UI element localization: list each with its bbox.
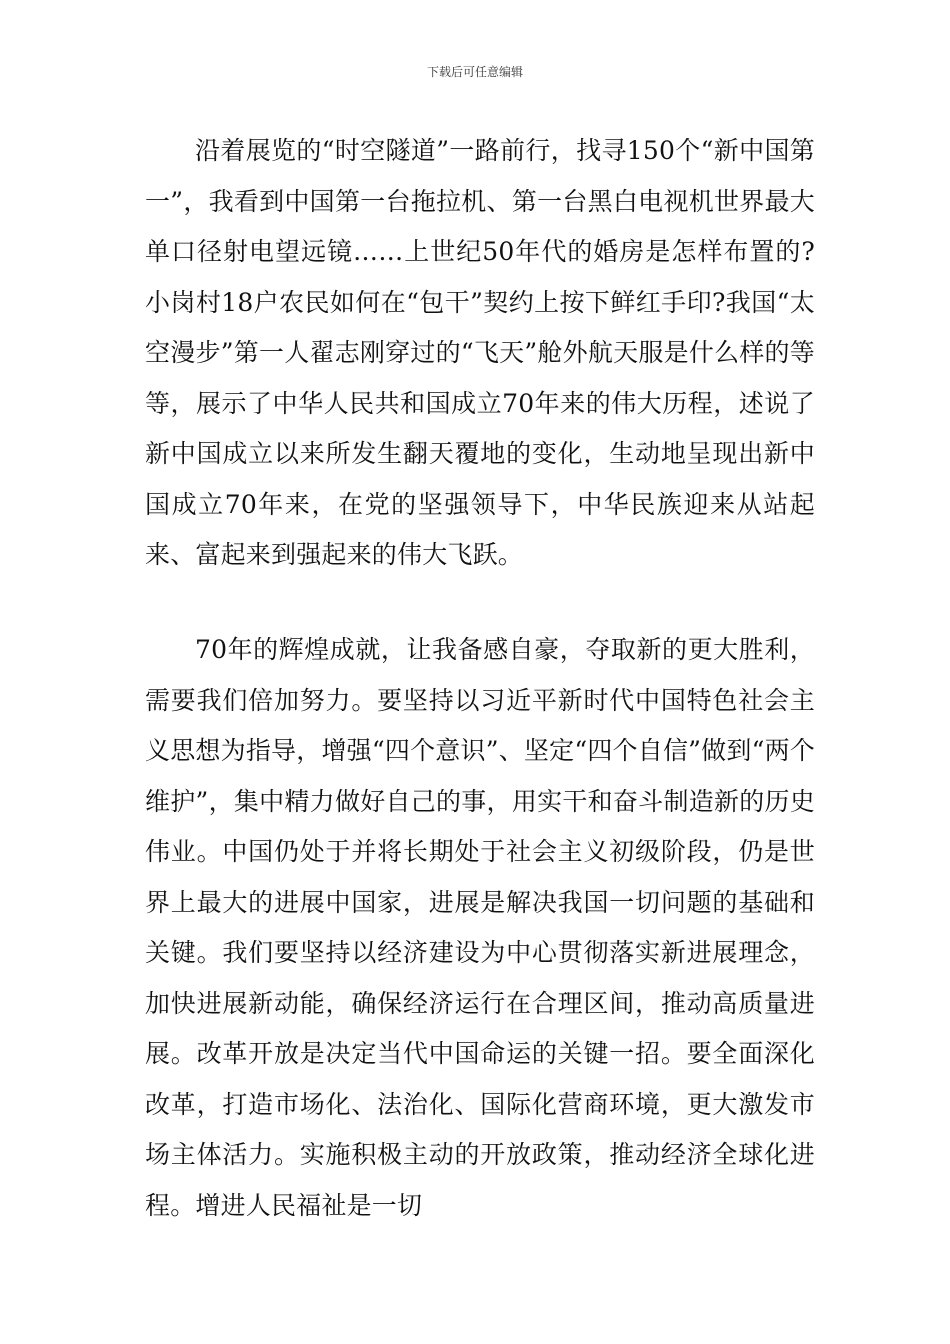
- paragraph-2: [145, 625, 815, 1231]
- paragraph-text: 70年的辉煌成就，让我备感自豪，夺取新的更大胜利，需要我们倍加努力。要坚持以习近平新时代中国特色社会主义思想为指导，增强“四个意识”、坚定“四个自信”做到“两个维护”，集中精力做好自己的事，用实干和奋斗制造新的历史伟业。中国仍处于并将长期处于社会主义初级阶段，仍是世界上最大的进展中国家，进展是解决我国一切问题的基础和关键。我们要坚持以经济建设为中心贯彻落实新进展理念，加快进展新动能，确保经济运行在合理区间，推动高质量进展。改革开放是决定当代中国命运的关键一招。要全面深化改革，打造市场化、法治化、国际化营商环境，更大激发市场主体活力。实施积极主动的开放政策，推动经济全球化进程。增进人民福祉是一切: [145, 635, 815, 1220]
- page-header-note: 下载后可任意编辑: [426, 65, 523, 79]
- paragraph-text: 沿着展览的“时空隧道”一路前行，找寻150个“新中国第一”，我看到中国第一台拖拉机、第一台黑白电视机世界最大单口径射电望远镜……上世纪50年代的婚房是怎样布置的?小岗村18户农民如何在“包干”契约上按下鲜红手印?我国“太空漫步”第一人翟志刚穿过的“飞天”舱外航天服是什么样的等等，展示了中华人民共和国成立70年来的伟大历程，述说了新中国成立以来所发生翻天覆地的变化，生动地呈现出新中国成立70年来，在党的坚强领导下，中华民族迎来从站起来、富起来到强起来的伟大飞跃。: [145, 136, 815, 569]
- paragraph-1: [145, 126, 815, 581]
